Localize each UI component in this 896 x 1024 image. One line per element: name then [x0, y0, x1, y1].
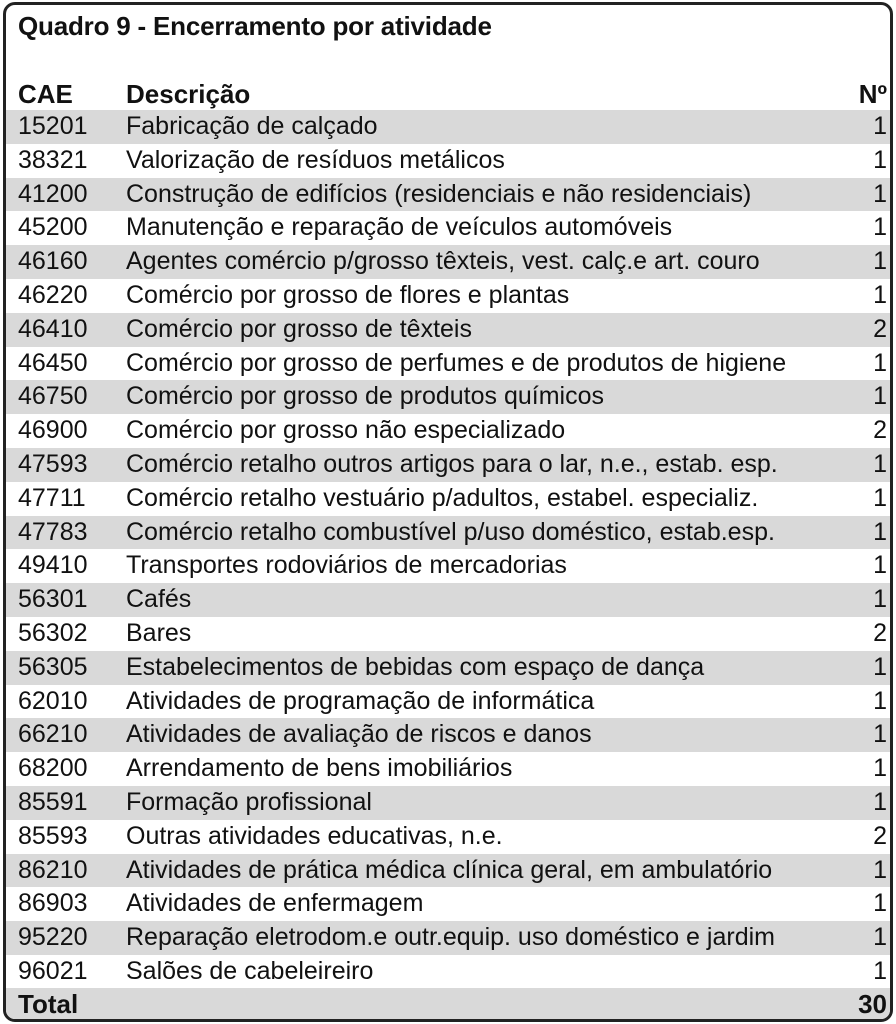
table-row	[6, 955, 890, 989]
row-count: 1	[873, 754, 887, 783]
table-row	[6, 752, 890, 786]
table-row	[6, 921, 890, 955]
row-cae: 86210	[18, 855, 88, 884]
row-count: 1	[873, 179, 887, 208]
row-description: Cafés	[126, 585, 192, 614]
table-title: Quadro 9 - Encerramento por atividade	[18, 11, 492, 41]
table-body	[6, 110, 890, 989]
row-description: Fabricação de calçado	[126, 112, 378, 140]
table-row	[6, 786, 890, 820]
row-description: Atividades de prática médica clínica geral, em ambulatório	[126, 855, 773, 884]
row-cae: 46900	[18, 416, 88, 445]
row-count: 2	[873, 618, 887, 647]
row-count: 1	[873, 517, 887, 546]
row-cae: 95220	[18, 923, 88, 952]
table-row	[6, 685, 890, 719]
row-description: Comércio por grosso de têxteis	[126, 314, 472, 343]
table-row	[6, 313, 890, 347]
row-cae: 56305	[18, 652, 88, 681]
table-row	[6, 583, 890, 617]
row-count: 1	[873, 247, 887, 276]
table-row	[6, 448, 890, 482]
row-cae: 46750	[18, 382, 88, 411]
row-count: 1	[873, 483, 887, 512]
table-row	[6, 482, 890, 516]
table-row	[6, 414, 890, 448]
row-description: Construção de edifícios (residenciais e não residenciais)	[126, 179, 752, 208]
table-row	[6, 245, 890, 279]
table-row	[6, 887, 890, 921]
row-description: Arrendamento de bens imobiliários	[126, 754, 513, 783]
table-row	[6, 211, 890, 245]
row-cae: 56302	[18, 618, 88, 647]
row-cae: 96021	[18, 956, 88, 985]
row-cae: 46160	[18, 247, 88, 276]
row-cae: 66210	[18, 720, 88, 749]
row-count: 2	[873, 416, 887, 445]
row-count: 1	[873, 112, 887, 140]
row-count: 1	[873, 348, 887, 377]
total-count: 30	[858, 989, 887, 1019]
row-cae: 85593	[18, 821, 88, 850]
row-cae: 47783	[18, 517, 88, 546]
table-row	[6, 516, 890, 550]
table-header	[6, 75, 890, 109]
row-count: 1	[873, 213, 887, 242]
row-cae: 86903	[18, 889, 88, 918]
row-cae: 45200	[18, 213, 88, 242]
table-row	[6, 549, 890, 583]
row-count: 1	[873, 720, 887, 749]
table-row	[6, 380, 890, 414]
table-row	[6, 820, 890, 854]
header-cae: CAE	[18, 79, 73, 109]
row-count: 1	[873, 923, 887, 952]
row-description: Atividades de enfermagem	[126, 889, 424, 918]
table-row	[6, 854, 890, 888]
header-count: Nº	[858, 79, 887, 109]
row-description: Bares	[126, 618, 192, 647]
row-count: 1	[873, 449, 887, 478]
row-count: 1	[873, 855, 887, 884]
table-frame	[3, 2, 893, 1022]
row-cae: 49410	[18, 551, 88, 580]
row-cae: 56301	[18, 585, 88, 614]
row-description: Outras atividades educativas, n.e.	[126, 821, 503, 850]
row-description: Comércio por grosso de produtos químicos	[126, 382, 605, 411]
row-description: Transportes rodoviários de mercadorias	[126, 551, 567, 580]
row-description: Comércio retalho outros artigos para o lar, n.e., estab. esp.	[126, 449, 778, 478]
row-description: Salões de cabeleireiro	[126, 956, 374, 985]
row-count: 1	[873, 652, 887, 681]
row-description: Formação profissional	[126, 787, 372, 816]
row-cae: 38321	[18, 145, 88, 174]
row-description: Comércio por grosso não especializado	[126, 416, 566, 445]
row-description: Valorização de resíduos metálicos	[126, 145, 505, 174]
row-count: 1	[873, 145, 887, 174]
table-row	[6, 718, 890, 752]
row-description: Atividades de avaliação de riscos e danos	[126, 720, 592, 749]
row-cae: 15201	[18, 112, 88, 140]
row-cae: 68200	[18, 754, 88, 783]
row-cae: 41200	[18, 179, 88, 208]
total-label: Total	[18, 989, 79, 1019]
row-count: 1	[873, 787, 887, 816]
row-cae: 46450	[18, 348, 88, 377]
row-cae: 85591	[18, 787, 88, 816]
table-row	[6, 347, 890, 381]
row-cae: 47711	[18, 483, 86, 512]
row-count: 2	[873, 314, 887, 343]
row-count: 1	[873, 889, 887, 918]
row-count: 2	[873, 821, 887, 850]
row-description: Atividades de programação de informática	[126, 686, 595, 715]
row-description: Manutenção e reparação de veículos automóveis	[126, 213, 673, 242]
table-row	[6, 110, 890, 144]
row-description: Comércio por grosso de perfumes e de produtos de higiene	[126, 348, 787, 377]
table-row	[6, 651, 890, 685]
table-total-row	[6, 988, 890, 1019]
row-count: 1	[873, 551, 887, 580]
table-row	[6, 617, 890, 651]
row-count: 1	[873, 280, 887, 309]
row-count: 1	[873, 585, 887, 614]
row-cae: 47593	[18, 449, 88, 478]
row-description: Agentes comércio p/grosso têxteis, vest. calç.e art. couro	[126, 247, 760, 276]
row-cae: 46410	[18, 314, 88, 343]
row-cae: 62010	[18, 686, 88, 715]
table-row	[6, 144, 890, 178]
row-description: Comércio retalho combustível p/uso doméstico, estab.esp.	[126, 517, 775, 546]
table-row	[6, 178, 890, 212]
table-row	[6, 279, 890, 313]
row-description: Reparação eletrodom.e outr.equip. uso doméstico e jardim	[126, 923, 775, 952]
row-description: Comércio por grosso de flores e plantas	[126, 280, 570, 309]
row-description: Comércio retalho vestuário p/adultos, estabel. especializ.	[126, 483, 759, 512]
row-count: 1	[873, 382, 887, 411]
row-count: 1	[873, 956, 887, 985]
row-count: 1	[873, 686, 887, 715]
row-description: Estabelecimentos de bebidas com espaço de dança	[126, 652, 705, 681]
header-description: Descrição	[126, 79, 251, 109]
row-cae: 46220	[18, 280, 88, 309]
